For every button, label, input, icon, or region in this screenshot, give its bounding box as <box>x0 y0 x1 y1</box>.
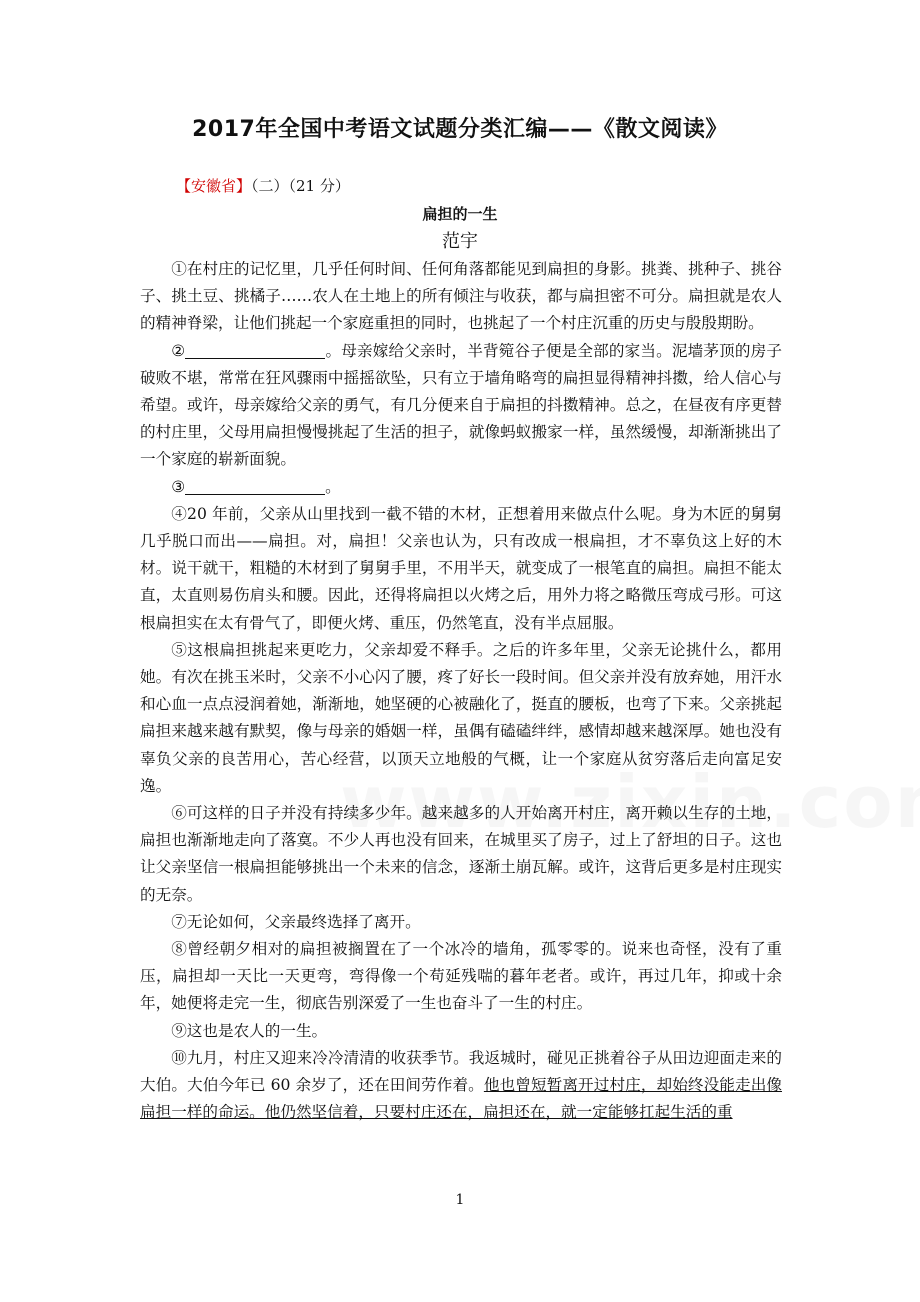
paragraph-3-number: ③ <box>171 477 186 496</box>
answer-blank-2 <box>185 340 325 359</box>
paragraph-9: ⑨这也是农人的一生。 <box>171 1021 328 1040</box>
paragraph-8: ⑧曾经朝夕相对的扁担被搁置在了一个冰冷的墙角，孤零零的。说来也奇怪，没有了重压，扁担却一天比一天更弯，弯得像一个苟延残喘的暮年老者。或许，再过几年，抑或十余年，她便将走完一生，彻底告别深爱了一生也奋斗了一生的村庄。 <box>140 940 782 1013</box>
paragraph-3 <box>140 474 782 501</box>
document-title: 2017年全国中考语文试题分类汇编——《散文阅读》 <box>192 117 728 142</box>
answer-blank-3 <box>185 476 325 495</box>
province-label: 【安徽省】 <box>176 177 252 195</box>
paragraph-1: ①在村庄的记忆里，几乎任何时间、任何角落都能见到扁担的身影。挑粪、挑种子、挑谷子、挑土豆、挑橘子……农人在土地上的所有倾注与收获，都与扁担密不可分。扁担就是农人的精神脊梁，让他们挑起一个家庭重担的同时，也挑起了一个村庄沉重的历史与殷殷期盼。 <box>140 260 782 333</box>
paragraph-7: ⑦无论如何，父亲最终选择了离开。 <box>171 912 421 931</box>
paragraph-2-number: ② <box>171 341 186 360</box>
paragraph-2 <box>140 338 782 474</box>
paragraph-3-text: 。 <box>325 477 341 496</box>
paragraph-10 <box>140 1045 782 1127</box>
paragraph-6: ⑥可这样的日子并没有持续多少年。越来越多的人开始离开村庄，离开赖以生存的土地，扁担也渐渐地走向了落寞。不少人再也没有回来，在城里买了房子，过上了舒坦的日子。这也让父亲坚信一根扁担能够挑出一个未来的信念，逐渐土崩瓦解。或许，这背后更多是村庄现实的无奈。 <box>140 804 782 904</box>
page-number: 1 <box>455 1192 465 1208</box>
article-title: 扁担的一生 <box>422 205 498 223</box>
section-score: （二）（21 分） <box>251 177 350 195</box>
paragraph-5: ⑤这根扁担挑起来更吃力，父亲却爱不释手。之后的许多年里，父亲无论挑什么，都用她。有次在挑玉米时，父亲不小心闪了腰，疼了好长一段时间。但父亲并没有放弃她，用汗水和心血一点点浸润着她，渐渐地，她坚硬的心被融化了，挺直的腰板，也弯了下来。父亲挑起扁担来越来越有默契，像与母亲的婚姻一样，虽偶有磕磕绊绊，感情却越来越深厚。她也没有辜负父亲的良苦用心，苦心经营，以顶天立地般的气概，让一个家庭从贫穷落后走向富足安逸。 <box>140 640 782 795</box>
paragraph-10-underlined: 他也曾短暂离开过村庄，却始终没能走出像扁担一样的命运。他仍然坚信着，只要村庄还在，扁担还在，就一定能够扛起生活的重 <box>140 1076 782 1122</box>
paragraph-2-text: 。母亲嫁给父亲时，半背箢谷子便是全部的家当。泥墙茅顶的房子破败不堪，常常在狂风骤雨中摇摇欲坠，只有立于墙角略弯的扁担显得精神抖擞，给人信心与希望。或许，母亲嫁给父亲的勇气，有几分便来自于扁担的抖擞精神。总之，在昼夜有序更替的村庄里，父母用扁担慢慢挑起了生活的担子，就像蚂蚁搬家一样，虽然缓慢，却渐渐挑出了一个家庭的崭新面貌。 <box>140 341 782 469</box>
paragraph-10-text: ⑩九月，村庄又迎来冷冷清清的收获季节。我返城时，碰见正挑着谷子从田边迎面走来的大伯。大伯今年已 60 余岁了，还在田间劳作着。 <box>140 1048 782 1095</box>
section-header <box>176 175 350 196</box>
paragraph-4: ④20 年前，父亲从山里找到一截不错的木材，正想着用来做点什么呢。身为木匠的舅舅几乎脱口而出——扁担。对，扁担！父亲也认为，只有改成一根扁担，才不辜负这上好的木材。说干就干，粗糙的木材到了舅舅手里，不用半天，就变成了一根笔直的扁担。扁担不能太直，太直则易伤肩头和腰。因此，还得将扁担以火烤之后，用外力将之略微压弯成弓形。可这根扁担实在太有骨气了，即便火烤、重压，仍然笔直，没有半点屈服。 <box>140 504 782 632</box>
article-author: 范宇 <box>442 231 478 252</box>
article-body <box>140 256 782 1127</box>
